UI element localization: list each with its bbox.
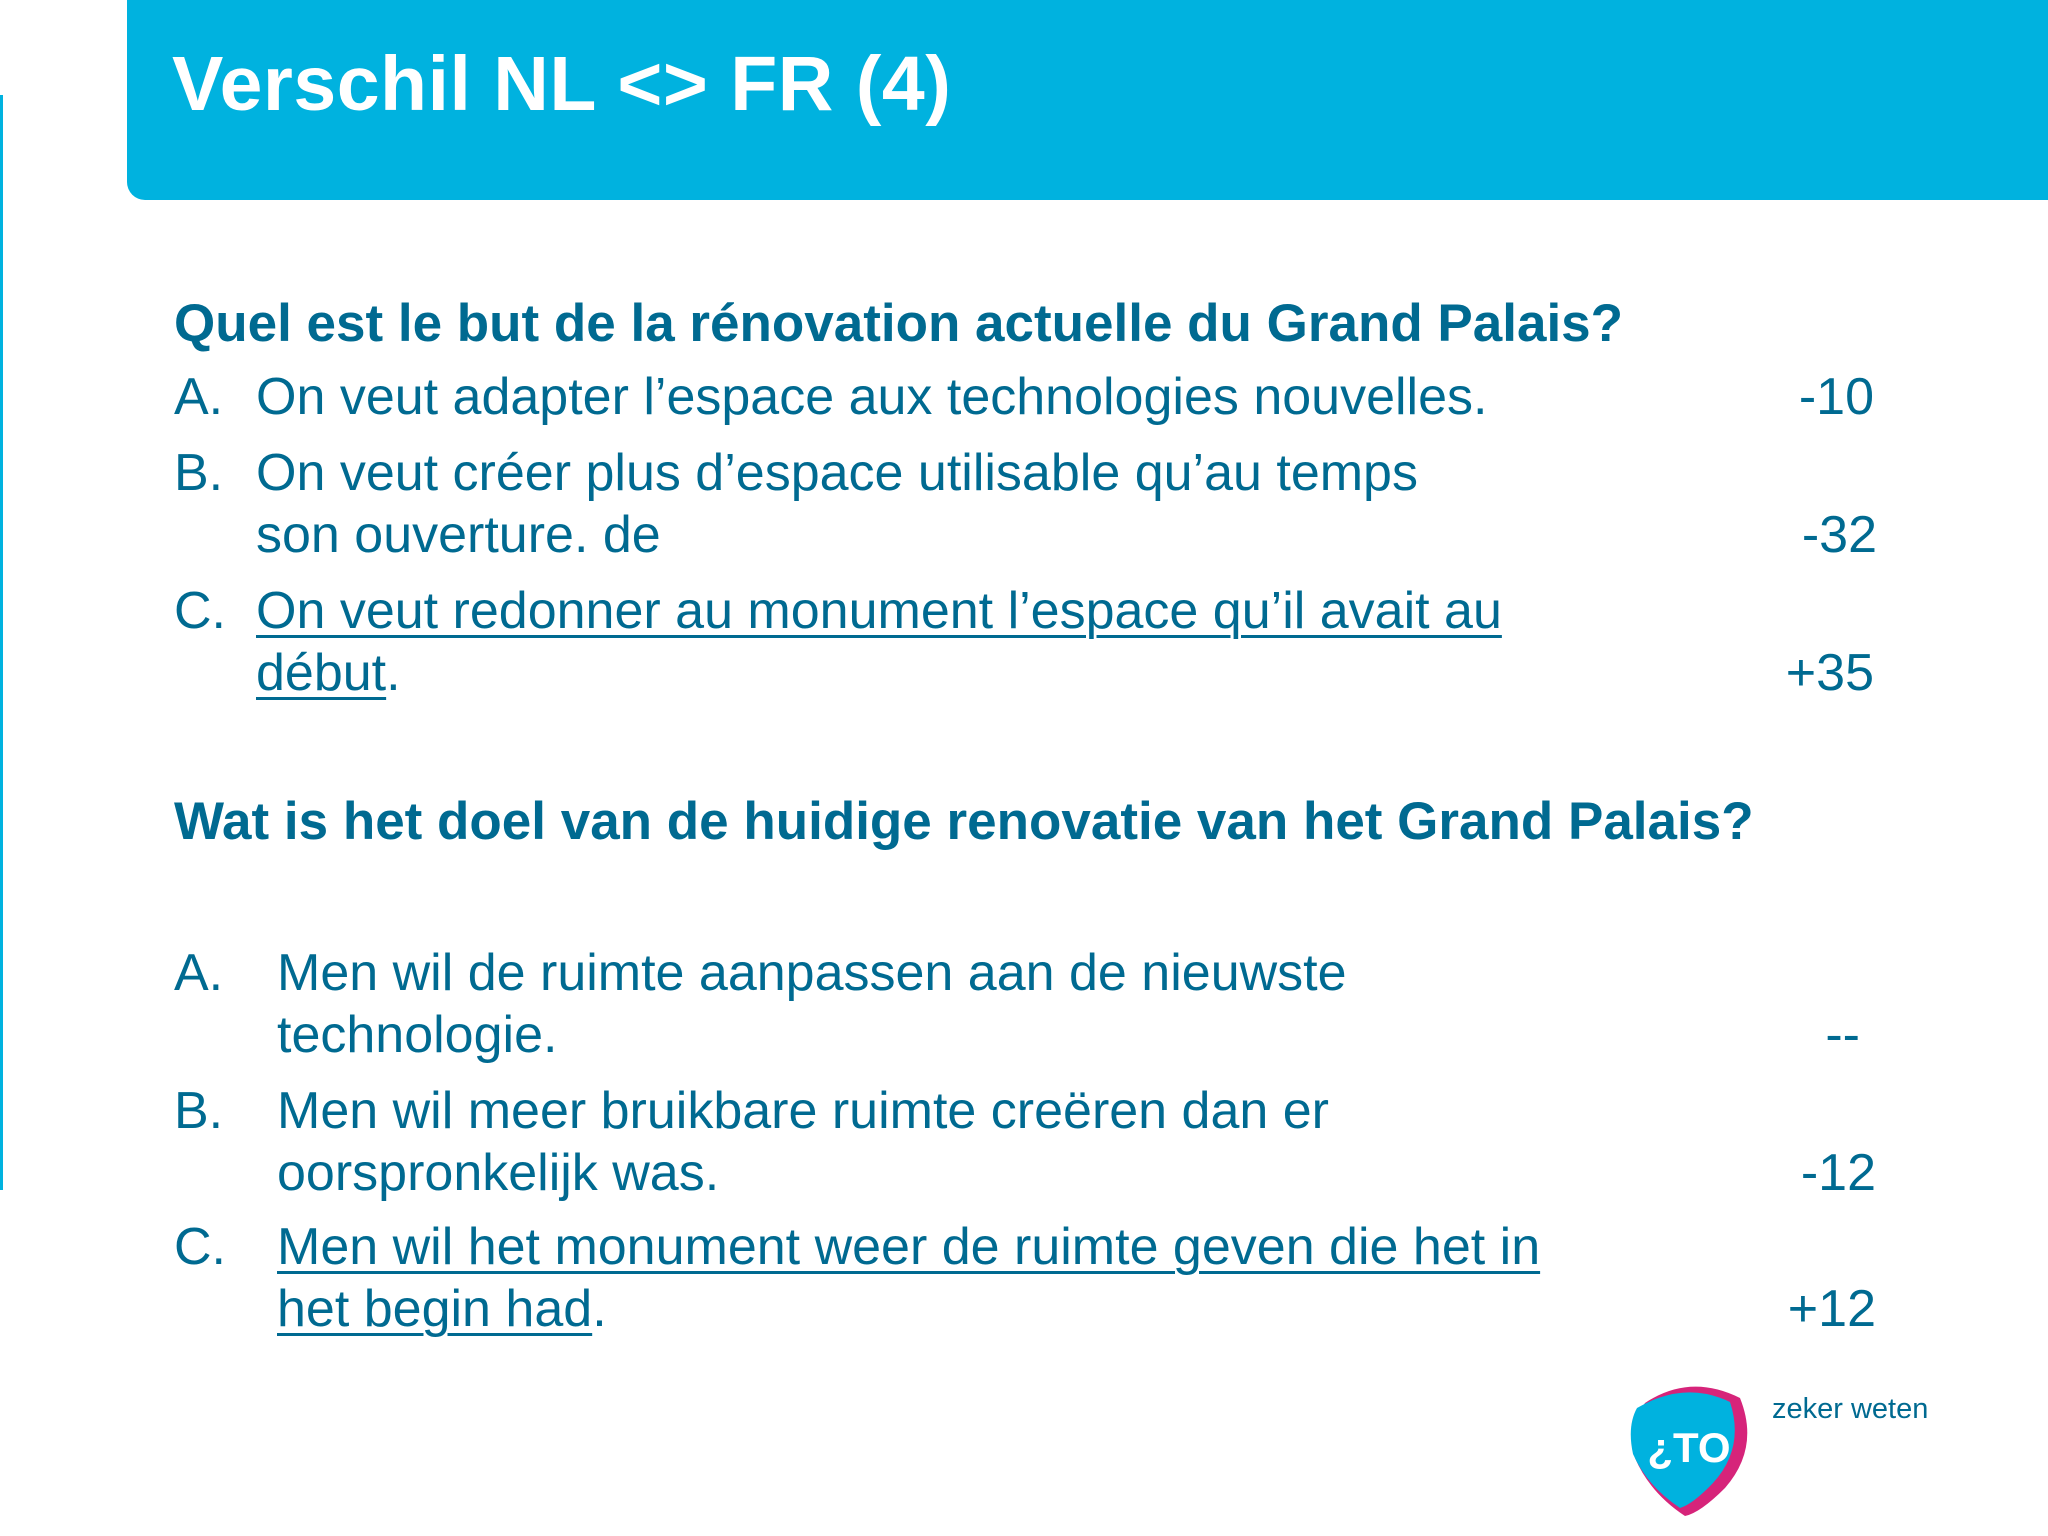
option-letter: C. bbox=[174, 1218, 226, 1276]
french-score-c: +35 bbox=[1785, 644, 1874, 702]
french-score-b: -32 bbox=[1801, 506, 1877, 564]
dutch-score-c: +12 bbox=[1787, 1280, 1876, 1338]
option-letter: B. bbox=[174, 444, 224, 502]
option-text-period: . bbox=[386, 644, 401, 702]
option-letter: B. bbox=[174, 1082, 224, 1140]
option-text: On veut créer plus d’espace utilisable qu’au temps bbox=[256, 444, 1418, 502]
logo-tagline: zeker weten bbox=[1772, 1393, 1929, 1425]
header-band bbox=[127, 0, 2048, 200]
option-text-line2: technologie. bbox=[277, 1006, 558, 1064]
dutch-question: Wat is het doel van de huidige renovatie van het Grand Palais? bbox=[174, 792, 1754, 851]
option-text-line2 bbox=[277, 1278, 607, 1340]
option-text-correct-tail: début bbox=[256, 644, 387, 702]
option-text: On veut adapter l’espace aux technologies nouvelles. bbox=[256, 368, 1488, 426]
option-letter: A. bbox=[174, 944, 224, 1002]
french-question: Quel est le but de la rénovation actuelle du Grand Palais? bbox=[174, 294, 1624, 353]
french-score-a: -10 bbox=[1798, 368, 1874, 426]
cito-logo-icon bbox=[1625, 1378, 1755, 1518]
option-text: Men wil meer bruikbare ruimte creëren dan er bbox=[277, 1082, 1329, 1140]
option-letter: A. bbox=[174, 368, 224, 426]
option-text-correct-tail: het begin had bbox=[277, 1280, 593, 1338]
option-text: Men wil de ruimte aanpassen aan de nieuwste bbox=[277, 944, 1347, 1002]
option-text-line2: son ouverture. de bbox=[256, 506, 661, 564]
dutch-score-a: -- bbox=[1825, 1006, 1860, 1064]
slide-title: Verschil NL <> FR (4) bbox=[172, 41, 952, 127]
option-text-period: . bbox=[592, 1280, 607, 1338]
option-text-correct: Men wil het monument weer de ruimte geven die het in bbox=[277, 1218, 1541, 1276]
option-text-line2 bbox=[256, 642, 401, 704]
dutch-score-b: -12 bbox=[1800, 1144, 1876, 1202]
option-text-correct: On veut redonner au monument l’espace qu’il avait au bbox=[256, 582, 1502, 640]
option-text-line2: oorspronkelijk was. bbox=[277, 1144, 720, 1202]
logo-text: ¿TO bbox=[1647, 1424, 1731, 1471]
option-letter: C. bbox=[174, 582, 226, 640]
left-accent-rule bbox=[0, 95, 3, 1190]
